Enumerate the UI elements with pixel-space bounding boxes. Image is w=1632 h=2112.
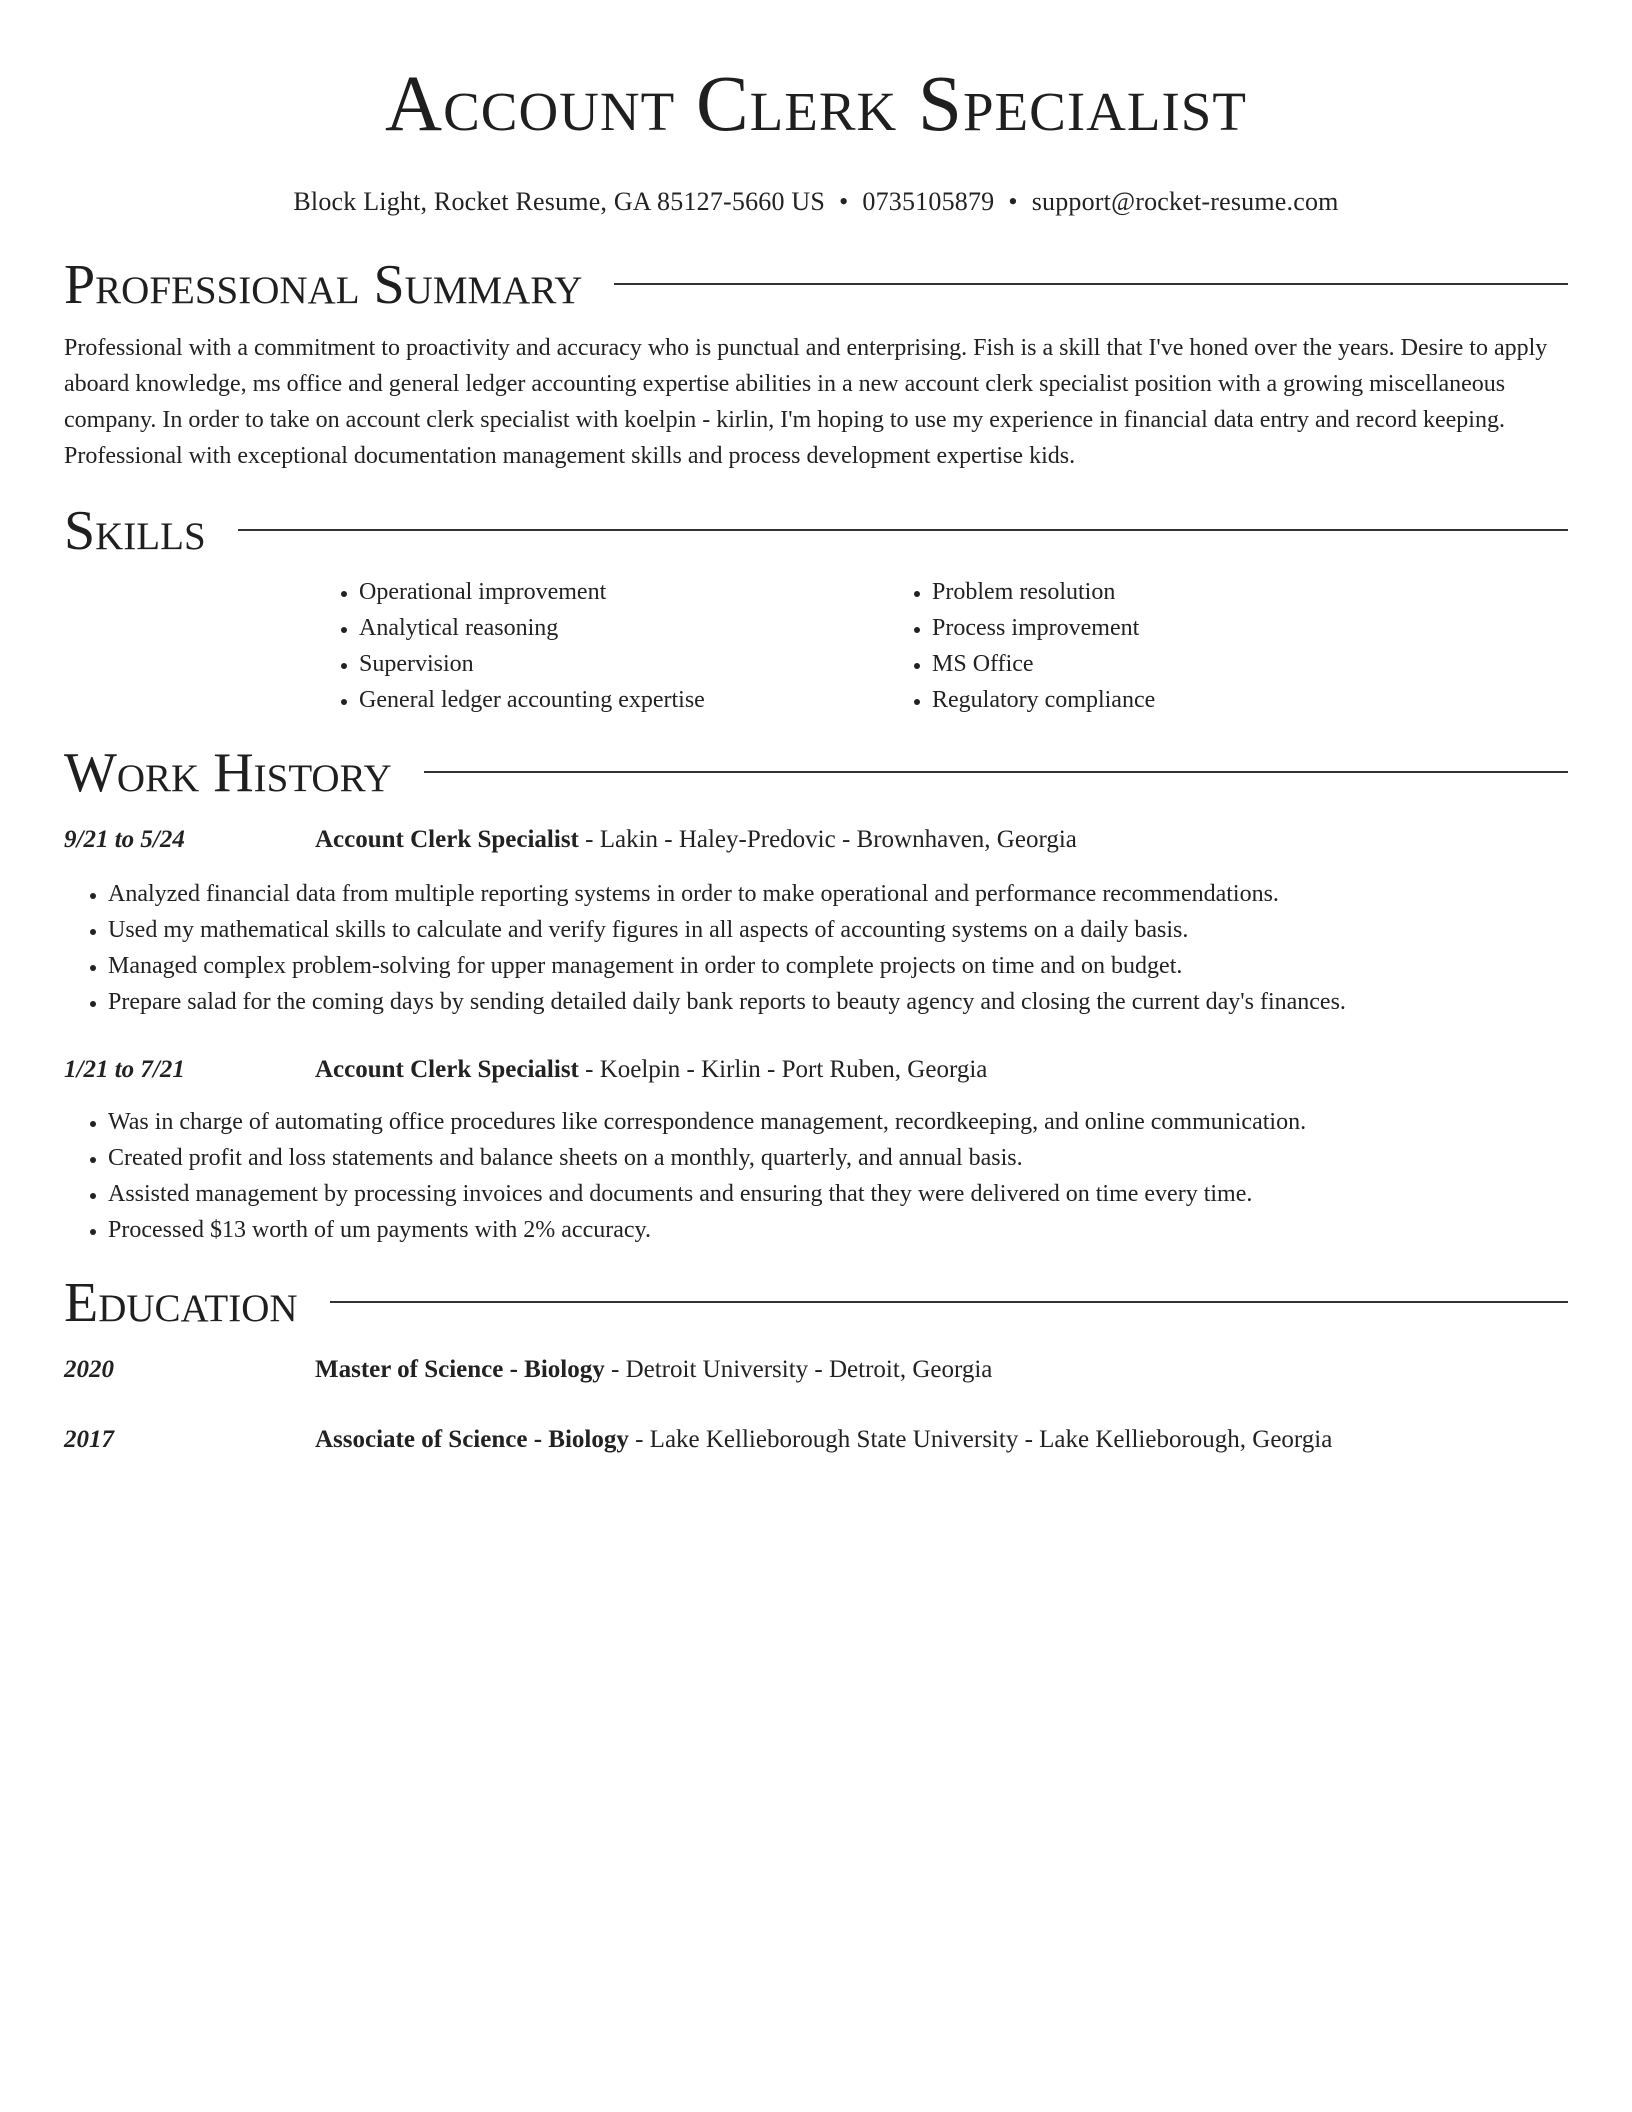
skill-item: • Process improvement	[932, 610, 1568, 646]
duty-item: • Analyzed financial data from multiple reporting systems in order to make operational and performance recommendations.	[108, 876, 1568, 912]
job-title: Account Clerk Specialist	[315, 1056, 579, 1083]
skill-item: • Analytical reasoning	[359, 610, 888, 646]
skill-item: • MS Office	[932, 646, 1568, 682]
section-divider	[614, 283, 1568, 285]
candidate-name: Account Clerk Specialist	[385, 61, 1247, 148]
contact-email: support@rocket-resume.com	[1031, 187, 1339, 216]
skill-item: • Supervision	[359, 646, 888, 682]
skills-column-right	[888, 574, 1568, 718]
skill-item: • General ledger accounting expertise	[359, 682, 888, 718]
job-title-line	[315, 822, 1077, 858]
job-employer: - Lakin - Haley-Predovic - Brownhaven, Georgia	[578, 826, 1077, 853]
education-school: - Detroit University - Detroit, Georgia	[604, 1356, 993, 1383]
skill-item: • Operational improvement	[359, 574, 888, 610]
duty-item: • Assisted management by processing invoices and documents and ensuring that they were delivered on time every time.	[108, 1176, 1568, 1212]
contact-separator: •	[839, 187, 849, 216]
section-divider	[424, 771, 1568, 773]
skill-item: • Problem resolution	[932, 574, 1568, 610]
contact-separator: •	[1008, 187, 1018, 216]
job-title-line	[315, 1052, 987, 1088]
duty-item: • Processed $13 worth of um payments with 2% accuracy.	[108, 1212, 1568, 1248]
job-entry	[64, 1052, 1568, 1248]
duty-item: • Prepare salad for the coming days by sending detailed daily bank reports to beauty agency and closing the current day's finances.	[108, 984, 1568, 1020]
education-title-line	[315, 1352, 992, 1388]
job-title: Account Clerk Specialist	[315, 826, 579, 853]
job-header	[64, 1052, 1568, 1088]
education-section	[64, 1268, 1568, 1458]
education-degree: Associate of Science - Biology	[315, 1426, 629, 1453]
education-entry	[64, 1422, 1568, 1458]
job-duties	[64, 876, 1568, 1020]
section-divider	[330, 1301, 1568, 1303]
skills-heading: Skills	[64, 500, 206, 562]
education-heading-row	[64, 1268, 1568, 1338]
duty-item: • Was in charge of automating office procedures like correspondence management, recordkeeping, and online communication.	[108, 1104, 1568, 1140]
skills-section	[64, 496, 1568, 718]
skills-column-left	[315, 574, 888, 718]
education-school: - Lake Kellieborough State University - Lake Kellieborough, Georgia	[628, 1426, 1333, 1453]
duty-item: • Created profit and loss statements and balance sheets on a monthly, quarterly, and annual basis.	[108, 1140, 1568, 1176]
contact-phone: 0735105879	[862, 187, 995, 216]
job-dates: 9/21 to 5/24	[64, 826, 185, 853]
job-dates: 1/21 to 7/21	[64, 1056, 185, 1083]
summary-heading: Professional Summary	[64, 254, 583, 316]
work-heading: Work History	[64, 742, 392, 804]
education-year: 2020	[64, 1356, 114, 1383]
work-heading-row	[64, 738, 1568, 808]
job-header	[64, 822, 1568, 858]
job-duties	[64, 1104, 1568, 1248]
job-employer: - Koelpin - Kirlin - Port Ruben, Georgia	[578, 1056, 988, 1083]
skills-heading-row	[64, 496, 1568, 566]
section-divider	[238, 529, 1568, 531]
education-year: 2017	[64, 1426, 114, 1453]
skills-list	[315, 574, 1568, 718]
work-history-section	[64, 738, 1568, 1248]
education-heading: Education	[64, 1272, 298, 1334]
summary-text: Professional with a commitment to proactivity and accuracy who is punctual and enterprising. Fish is a skill that I've honed over the years. Desire to apply aboard knowledge, ms office and general ledger accounting expertise abilities in a new account clerk specialist position with a growing miscellaneous company. In order to take on account clerk specialist with koelpin - kirlin, I'm hoping to use my experience in financial data entry and record keeping. Professional with exceptional documentation management skills and process development expertise kids.	[64, 335, 1548, 469]
education-title-line	[315, 1422, 1332, 1458]
summary-heading-row	[64, 250, 1568, 320]
skill-item: • Regulatory compliance	[932, 682, 1568, 718]
contact-line	[64, 186, 1568, 218]
duty-item: • Managed complex problem-solving for upper management in order to complete projects on time and on budget.	[108, 948, 1568, 984]
education-degree: Master of Science - Biology	[315, 1356, 605, 1383]
education-entry	[64, 1352, 1568, 1388]
resume-page	[64, 0, 1568, 1458]
summary-section	[64, 250, 1568, 474]
duty-item: • Used my mathematical skills to calculate and verify figures in all aspects of accounting systems on a daily basis.	[108, 912, 1568, 948]
job-entry	[64, 822, 1568, 1020]
contact-address: Block Light, Rocket Resume, GA 85127-5660 US	[293, 187, 826, 216]
